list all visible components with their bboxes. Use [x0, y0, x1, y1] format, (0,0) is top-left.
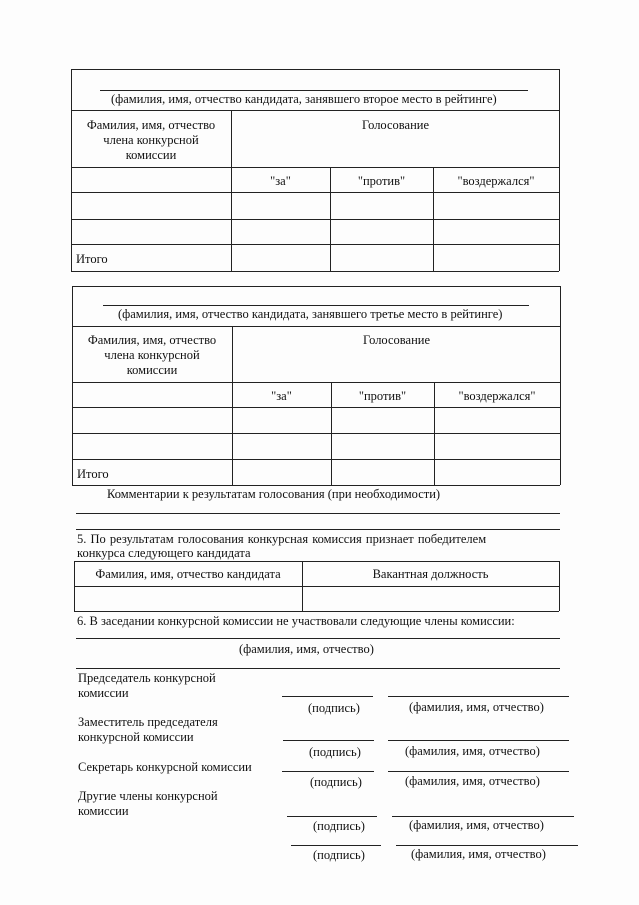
signature-line[interactable] — [287, 816, 377, 817]
absent-members-line[interactable] — [76, 668, 560, 669]
fio-line[interactable] — [388, 771, 569, 772]
fio-caption: (фамилия, имя, отчество) — [409, 818, 544, 832]
total-label: Итого — [77, 467, 109, 481]
comments-line[interactable] — [76, 529, 560, 530]
fio-caption: (фамилия, имя, отчество) — [405, 744, 540, 758]
fio-line[interactable] — [392, 816, 574, 817]
fio-line[interactable] — [396, 845, 578, 846]
section5-text: 5. По результатам голосования конкурсная комиссия признает победителем — [77, 532, 487, 546]
section5-text-cont: конкурса следующего кандидата — [77, 546, 251, 560]
col-candidate: Фамилия, имя, отчество кандидата — [95, 567, 281, 581]
table1-caption: (фамилия, имя, отчество кандидата, занявшего второе место в рейтинге) — [111, 92, 497, 106]
member-header: Фамилия, имя, отчество члена конкурсной комиссии — [87, 333, 217, 377]
fio-caption: (фамилия, имя, отчество) — [409, 700, 544, 714]
deputy-label: Заместитель председателя конкурсной комиссии — [78, 715, 218, 744]
col-for: "за" — [270, 174, 291, 188]
signature-line[interactable] — [282, 696, 373, 697]
secretary-label: Секретарь конкурсной комиссии — [78, 760, 252, 774]
voting-header: Голосование — [361, 118, 430, 132]
fio-caption: (фамилия, имя, отчество) — [405, 774, 540, 788]
fio-caption: (фамилия, имя, отчество) — [411, 847, 546, 861]
col-against: "против" — [358, 389, 407, 403]
signature-line[interactable] — [291, 845, 381, 846]
fio-line[interactable] — [388, 740, 569, 741]
section6-text: 6. В заседании конкурсной комиссии не участвовали следующие члены комиссии: — [77, 614, 515, 628]
signature-caption: (подпись) — [308, 701, 360, 715]
comments-line[interactable] — [76, 513, 560, 514]
candidate-fio-line[interactable] — [103, 305, 529, 306]
signature-line[interactable] — [282, 771, 374, 772]
total-label: Итого — [76, 252, 108, 266]
signature-caption: (подпись) — [309, 745, 361, 759]
signature-caption: (подпись) — [310, 775, 362, 789]
other-members-label: Другие члены конкурсной комиссии — [78, 789, 218, 818]
col-abstained: "воздержался" — [458, 389, 536, 403]
col-against: "против" — [357, 174, 406, 188]
member-header: Фамилия, имя, отчество члена конкурсной комиссии — [86, 118, 216, 162]
absent-fio-caption: (фамилия, имя, отчество) — [239, 642, 374, 656]
voting-header: Голосование — [362, 333, 431, 347]
signature-caption: (подпись) — [313, 848, 365, 862]
candidate-fio-line[interactable] — [100, 90, 528, 91]
signature-line[interactable] — [283, 740, 374, 741]
table2-caption: (фамилия, имя, отчество кандидата, занявшего третье место в рейтинге) — [118, 307, 503, 321]
fio-line[interactable] — [388, 696, 569, 697]
col-for: "за" — [271, 389, 292, 403]
col-abstained: "воздержался" — [457, 174, 535, 188]
col-position: Вакантная должность — [372, 567, 489, 581]
signature-caption: (подпись) — [313, 819, 365, 833]
chairman-label: Председатель конкурсной комиссии — [78, 671, 216, 700]
comments-label: Комментарии к результатам голосования (при необходимости) — [107, 487, 441, 501]
absent-members-line[interactable] — [76, 638, 560, 639]
